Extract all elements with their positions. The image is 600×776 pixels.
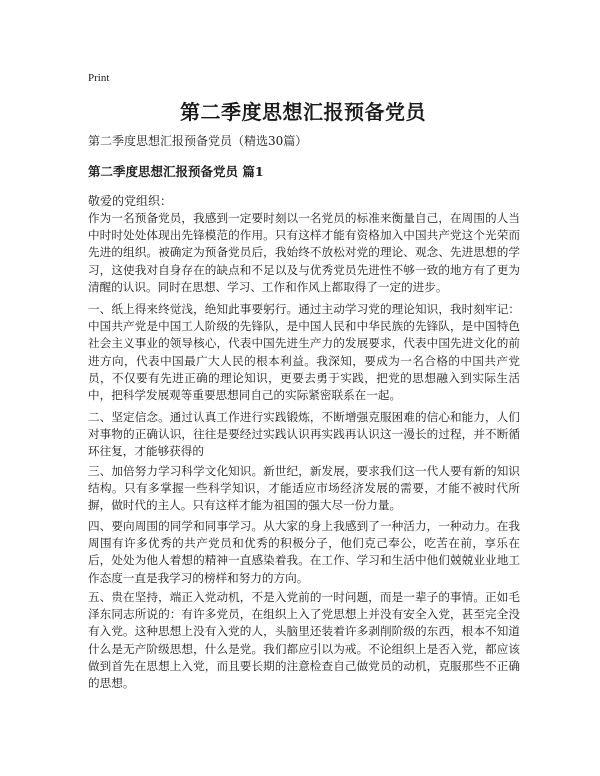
- greeting: 敬爱的党组织：: [88, 194, 173, 208]
- paragraph-point-4: 四、要向周围的同学和同事学习。从大家的身上我感到了一种活力，一种动力。在我周围有许多优秀的共产党员和优秀的积极分子，他们克己奉公，吃苦在前，享乐在后，处处为他人着想的精神一直感染着我。在工作、学习和生活中他们兢兢业业地工作态度一直是我学习的榜样和努力的方向。: [88, 519, 520, 585]
- document-subtitle: 第二季度思想汇报预备党员（精选30篇）: [88, 134, 308, 148]
- section-heading: 第二季度思想汇报预备党员 篇1: [88, 164, 264, 179]
- paragraph-point-3: 三、加倍努力学习科学文化知识。新世纪，新发展，要求我们这一代人要有新的知识结构。只有多掌握一些科学知识，才能适应市场经济发展的需要，才能不被时代所摒，做时代的主人。只有这样才能为祖国的强大尽一份力量。: [88, 464, 520, 513]
- print-link[interactable]: Print: [88, 72, 110, 84]
- document-title: 第二季度思想汇报预备党员: [180, 100, 426, 124]
- paragraph-point-1: 一、纸上得来终觉浅，绝知此事要躬行。通过主动学习党的理论知识，我时刻牢记：中国共产党是中国工人阶级的先锋队，是中国人民和中华民族的先锋队，是中国特色社会主义事业的领导核心，代表中国先进生产力的发展要求，代表中国先进文化的前进方向，代表中国最广大人民的根本利益。我深知，要成为一名合格的中国共产党员，不仅要有先进正确的理论知识，更要去勇于实践，把党的思想融入到实际生活中，把科学发展观等重要思想同自己的实际紧密联系在一起。: [88, 302, 520, 403]
- paragraph-point-2: 二、坚定信念。通过认真工作进行实践锻炼，不断增强克服困难的信心和能力，人们对事物的正确认识，往往是要经过实践认识再实践再认识这一漫长的过程，并不断循环往复，才能够获得的: [88, 410, 520, 459]
- paragraph-point-5: 五、贵在坚持，端正入党动机，不是入党前的一时问题，而是一辈子的事情。正如毛泽东同志所说的：有许多党员，在组织上入了党思想上并没有安全入党，甚至完全没有入党。这种思想上没有入党的人，头脑里还装着许多剥削阶级的东西，根本不知道什么是无产阶级思想，什么是党。我们都应引以为戒。不论组织上是否入党，都应该做到首先在思想上入党，而且要长期的注意检查自己做党员的动机，克服那些不正确的思想。: [88, 590, 520, 691]
- paragraph-intro: 作为一名预备党员，我感到一定要时刻以一名党员的标准来衡量自己，在周围的人当中时时处处体现出先锋模范的作用。只有这样才能有资格加入中国共产党这个光荣而先进的组织。被确定为预备党员后，我始终不放松对党的理论、观念、先进思想的学习，这使我对自身存在的缺点和不足以及与优秀党员先进性不够一致的地方有了更为清醒的认识。同时在思想、学习、工作和作风上都取得了一定的进步。: [88, 211, 520, 294]
